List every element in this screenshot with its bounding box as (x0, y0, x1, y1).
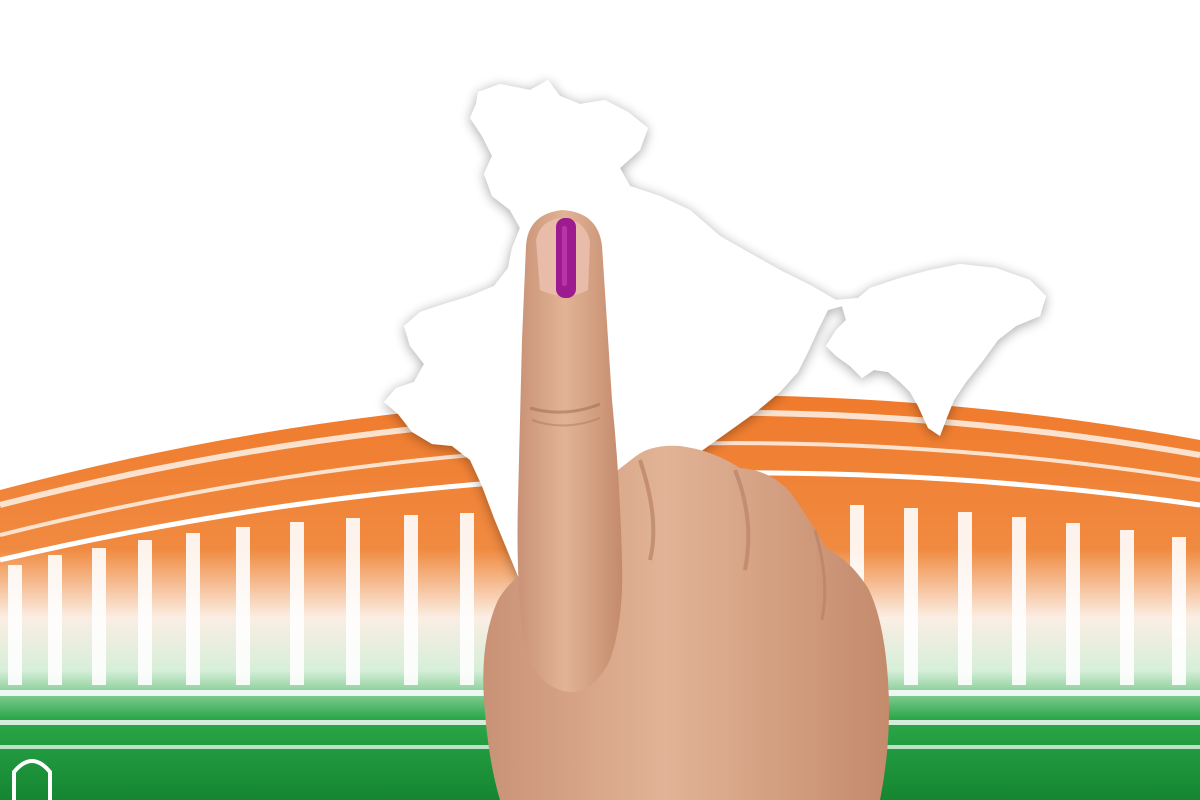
column (186, 533, 200, 685)
column (958, 512, 972, 685)
column (346, 518, 360, 685)
column (904, 508, 918, 685)
ink-mark-highlight (562, 226, 567, 286)
column (138, 540, 152, 685)
column (404, 515, 418, 685)
column (1172, 537, 1186, 685)
column (1012, 517, 1026, 685)
column (92, 548, 106, 685)
column (8, 565, 22, 685)
column (236, 527, 250, 685)
column (460, 513, 474, 685)
column (1066, 523, 1080, 685)
column (48, 555, 62, 685)
column (1120, 530, 1134, 685)
column (290, 522, 304, 685)
